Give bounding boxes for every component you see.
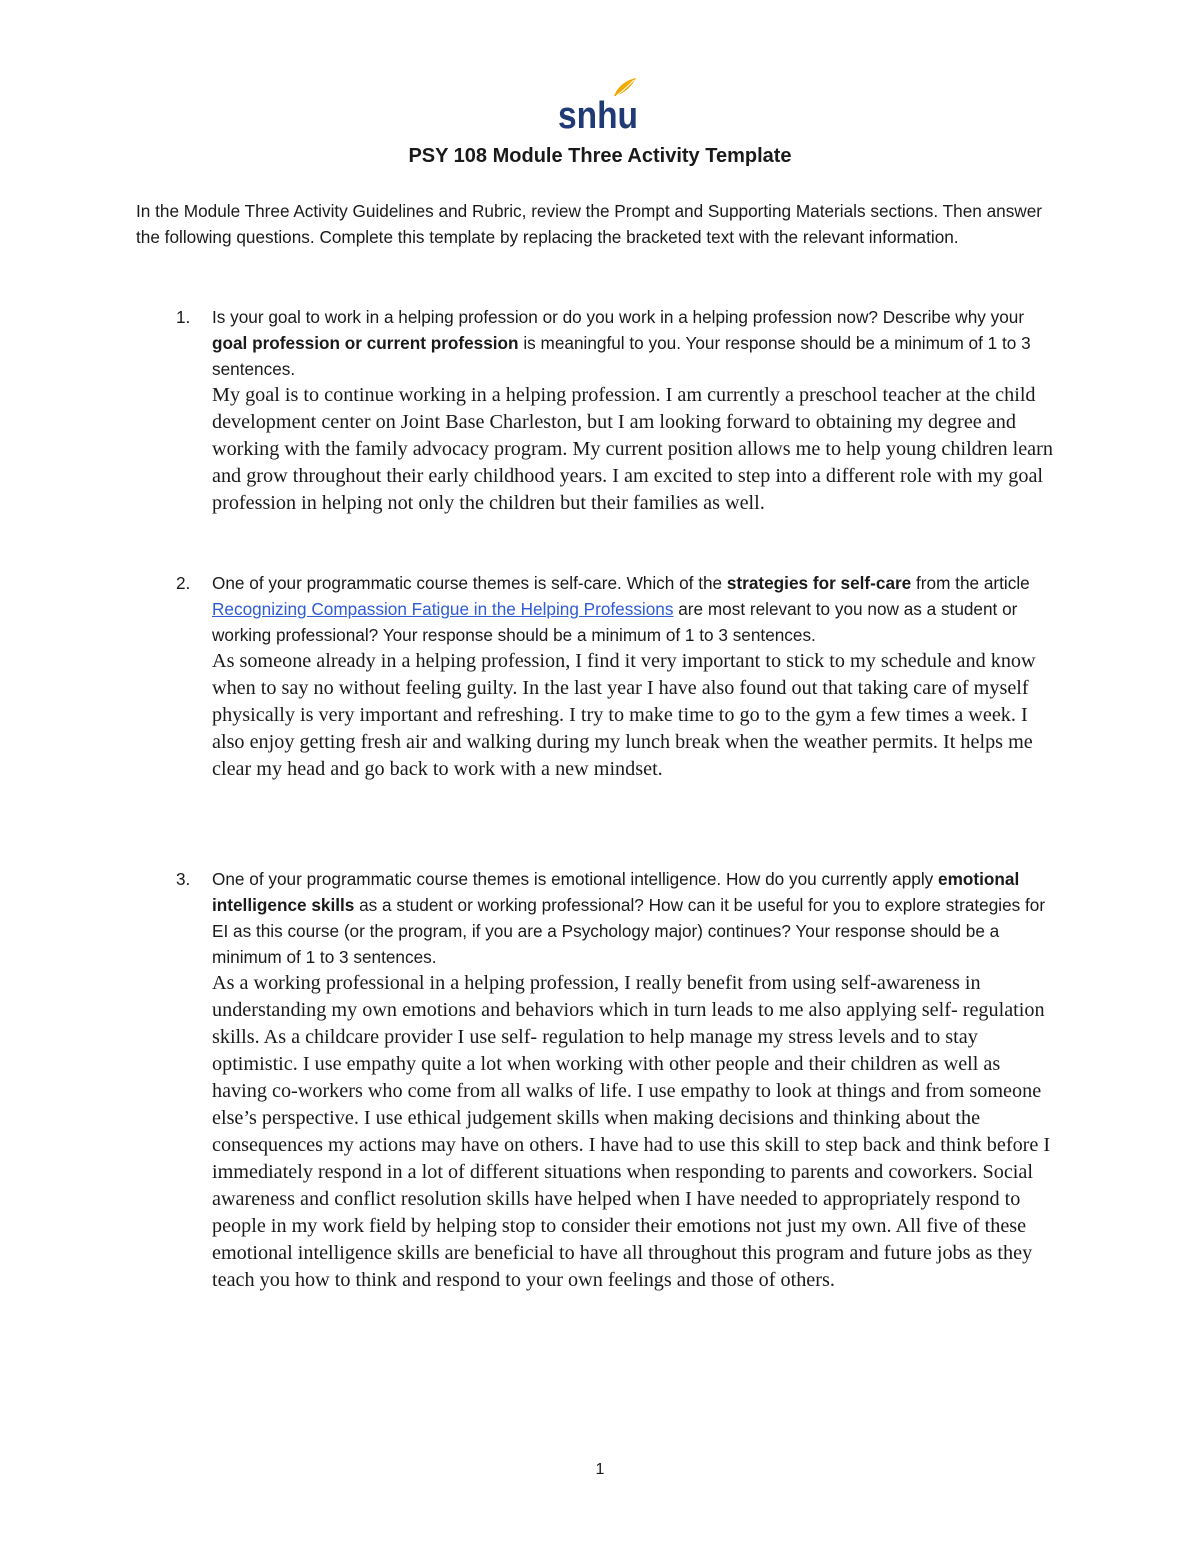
article-link[interactable]: Recognizing Compassion Fatigue in the Helping Professions (212, 599, 674, 619)
intro-paragraph: In the Module Three Activity Guidelines and Rubric, review the Prompt and Supporting Materials sections. Then answer the following questions. Complete this template by replacing the bracketed text with the relevant information. (136, 201, 1042, 247)
answer-text: As someone already in a helping profession, I find it very important to stick to my schedule and know when to say no without feeling guilty. In the last year I have also found out that taking care of myself physically is very important and refreshing. I try to make time to go to the gym a few times a week. I also enjoy getting fresh air and walking during my lunch break when the weather permits. It helps me clear my head and go back to work with a new mindset. (212, 650, 1036, 780)
snhu-logo (556, 74, 640, 134)
question-2 (136, 570, 1056, 783)
answer-text: My goal is to continue working in a helping profession. I am currently a preschool teacher at the child development center on Joint Base Charleston, but I am looking forward to obtaining my degree and working with the family advocacy program. My current position allows me to help young children learn and grow throughout their early childhood years. I am excited to step into a different role with my goal profession in helping not only the children but their families as well. (212, 384, 1053, 514)
page-title: PSY 108 Module Three Activity Template (408, 145, 792, 167)
answer-text: As a working professional in a helping profession, I really benefit from using self-awareness in understanding my own emotions and behaviors which in turn leads to me also applying self- regulation skills. As a childcare provider I use self- regulation to help manage my stress levels and to stay optimistic. I use empathy quite a lot when working with other people and their children as well as having co-workers who come from all walks of life. I use empathy to look at things and from someone else’s perspective. I use ethical judgement skills when making decisions and thinking about the consequences my actions may have on others. I have had to use this skill to step back and think before I immediately respond in a lot of different situations when responding to parents and coworkers. Social awareness and conflict resolution skills have helped when I have needed to appropriately respond to people in my work field by helping stop to consider their emotions not just my own. All five of these emotional intelligence skills are beneficial to have all throughout this program and future jobs as they teach you how to think and respond to your own feelings and those of others. (212, 972, 1051, 1291)
question-1 (136, 304, 1056, 517)
question-prompt: Is your goal to work in a helping profession or do you work in a helping profession now? Describe why your goal profession or current profession is meaningful to you. Your response should be a minimum of 1 to 3 sentences. (212, 307, 1031, 379)
question-number: 2. (176, 573, 191, 593)
logo-text: snhu (558, 95, 638, 134)
page-number: 1 (595, 1461, 605, 1478)
question-3 (136, 866, 1056, 1294)
question-number: 3. (176, 869, 191, 889)
question-prompt: One of your programmatic course themes is self-care. Which of the strategies for self-care from the article Recognizing Compassion Fatigue in the Helping Professions are most relevant to you now as a student or working professional? Your response should be a minimum of 1 to 3 sentences. (212, 573, 1030, 645)
question-prompt: One of your programmatic course themes is emotional intelligence. How do you currently apply emotional intelligence skills as a student or working professional? How can it be useful for you to explore strategies for EI as this course (or the program, if you are a Psychology major) continues? Your response should be a minimum of 1 to 3 sentences. (212, 869, 1046, 967)
question-number: 1. (176, 307, 191, 327)
